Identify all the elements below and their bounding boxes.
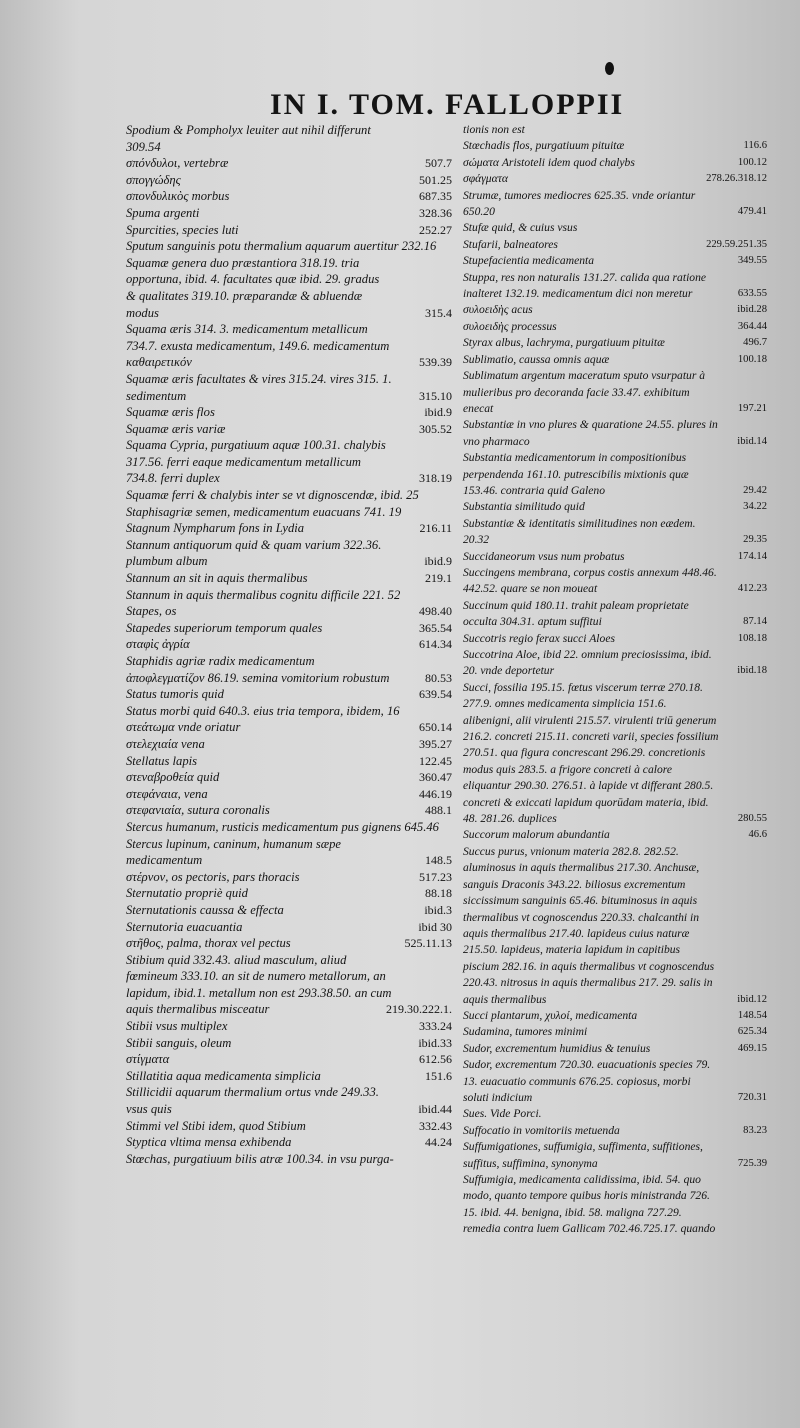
index-entry xyxy=(463,647,767,680)
entry-text: Succidaneorum vsus num probatus xyxy=(463,549,625,563)
entry-reference: 614.34 xyxy=(419,637,452,652)
entry-reference: ibid.44 xyxy=(418,1102,452,1117)
entry-reference: 80.53 xyxy=(425,670,452,685)
entry-reference: 315.4 xyxy=(425,305,452,320)
entry-text: Spuma argenti xyxy=(126,205,200,220)
index-entry xyxy=(463,516,767,549)
entry-text: Stimmi vel Stibi idem, quod Stibium xyxy=(126,1118,306,1133)
entry-text: Stibium quid 332.43. aliud masculum, aliud fœmineum 333.10. an sit de numero metallorum, an lapidum, ibid.1. metallum non est 293.38.50. an cum aquis thermalibus misceatur xyxy=(126,952,392,1017)
entry-text: Squamæ æris variæ xyxy=(126,421,226,436)
index-entry xyxy=(463,155,767,171)
entry-reference: 148.5 xyxy=(425,853,452,868)
entry-reference: 305.52 xyxy=(419,421,452,436)
entry-text: Sudamina, tumores minimi xyxy=(463,1025,588,1039)
entry-reference: 87.14 xyxy=(743,616,767,628)
entry-reference: 687.35 xyxy=(419,189,452,204)
entry-reference: 333.24 xyxy=(419,1019,452,1034)
entry-text: Stœchadis flos, purgatiuum pituitæ xyxy=(463,139,625,153)
index-entry xyxy=(463,450,767,499)
index-entry xyxy=(463,1139,767,1172)
index-entry xyxy=(126,620,452,637)
entry-reference: ibid 30 xyxy=(418,919,452,934)
index-entry xyxy=(463,827,767,843)
entry-text: Spodium & Pompholyx leuiter aut nihil differunt xyxy=(126,123,371,137)
index-column-right xyxy=(463,122,767,1238)
entry-text: Succus purus, vnionum materia 282.8. 282.52. aluminosus in aquis thermalibus 217.30. Anchusæ, sanguis Draconis 343.22. biliosus excrementum siccissimum sanguinis 65.46. bituminosus in aquis thermalibus vt cognoscendus 220.33. chalcanthi in aquis thermalibus 217.40. lapideus cuius naturæ 215.50. lapideus, materia lapidum in capitibus piscium 282.16. in aquis thermalibus vt cognoscendus 220.43. nitrosus in aquis thermalibus 217. 29. salis in aquis thermalibus xyxy=(463,844,715,1006)
entry-reference: 83.23 xyxy=(743,1124,767,1136)
entry-reference: 720.31 xyxy=(737,1091,767,1103)
entry-text: Stapes, os xyxy=(126,604,177,619)
entry-text: Sputum sanguinis potu thermalium aquarum auertitur 232.16 xyxy=(126,239,437,254)
index-entry xyxy=(463,1172,767,1238)
entry-text: Succorum malorum abundantia xyxy=(463,828,610,842)
index-entry xyxy=(126,653,452,686)
entry-reference: ibid.28 xyxy=(737,304,767,316)
entry-text: σώματα Aristoteli idem quod chalybs xyxy=(463,155,635,169)
entry-text: Stufæ quid, & cuius vsus xyxy=(463,221,578,235)
entry-reference: ibid.33 xyxy=(418,1035,452,1050)
entry-text: Stibii vsus multiplex xyxy=(126,1019,228,1034)
entry-text: στεφάναια, vena xyxy=(126,786,208,801)
entry-text: Substantiæ in vno plures & quaratione 24.55. plures in vno pharmaco xyxy=(463,418,718,448)
entry-reference: 278.26.318.12 xyxy=(706,173,767,185)
index-entry xyxy=(126,371,452,404)
entry-text: Styrax albus, lachryma, purgatiuum pituitæ xyxy=(463,336,665,350)
entry-reference: 395.27 xyxy=(419,736,452,751)
entry-reference: 349.55 xyxy=(737,255,767,267)
entry-text: Squamæ genera duo præstantiora 318.19. tria opportuna, ibid. 4. facultates quæ ibid. 29. gradus & qualitates 319.10. præparandæ & abluendæ modus xyxy=(126,255,380,320)
index-column-left xyxy=(126,122,452,1167)
entry-text: Stellatus lapis xyxy=(126,753,198,768)
entry-text: Stibii sanguis, oleum xyxy=(126,1035,232,1050)
index-entry xyxy=(126,769,452,786)
entry-reference: 612.56 xyxy=(419,1052,452,1067)
index-entry xyxy=(463,302,767,318)
entry-text: σπόνδυλοι, vertebræ xyxy=(126,156,229,171)
entry-text: 309.54 xyxy=(126,139,161,154)
index-entry xyxy=(463,417,767,450)
index-entry xyxy=(463,352,767,368)
index-entry xyxy=(463,499,767,515)
entry-reference: 29.42 xyxy=(743,484,767,496)
entry-text: Spurcities, species luti xyxy=(126,222,239,237)
index-entry xyxy=(463,122,767,138)
entry-reference: 100.18 xyxy=(737,353,767,365)
entry-reference: ibid.18 xyxy=(737,665,767,677)
entry-reference: 318.19 xyxy=(419,471,452,486)
entry-text: στέρνον, os pectoris, pars thoracis xyxy=(126,869,300,884)
index-entry xyxy=(126,172,452,189)
entry-text: συλοειδὴς acus xyxy=(463,303,533,317)
entry-text: Succinum quid 180.11. trahit paleam proprietate occulta 304.31. aptum suffitui xyxy=(463,598,689,629)
entry-reference: 496.7 xyxy=(743,337,767,349)
index-entry xyxy=(463,335,767,351)
entry-text: Succotrina Aloe, ibid 22. omnium preciosissima, ibid. 20. vnde deportetur xyxy=(463,648,712,678)
index-entry xyxy=(126,1151,452,1168)
entry-reference: ibid.14 xyxy=(737,435,767,447)
index-entry xyxy=(126,686,452,703)
entry-text: Status tumoris quid xyxy=(126,687,224,702)
ink-dot xyxy=(605,62,614,75)
index-entry xyxy=(126,139,452,156)
index-entry xyxy=(463,1057,767,1106)
index-entry xyxy=(126,935,452,952)
entry-text: Stufarii, balneatores xyxy=(463,237,558,251)
index-entry xyxy=(126,222,452,239)
entry-text: Sublimatum argentum maceratum sputo vsurpatur à mulieribus pro decoranda facie 33.47. exhibitum enecat xyxy=(463,369,706,415)
entry-reference: 88.18 xyxy=(425,886,452,901)
index-entry xyxy=(126,869,452,886)
index-entry xyxy=(126,188,452,205)
index-entry xyxy=(463,1024,767,1040)
index-entry xyxy=(126,919,452,936)
index-entry xyxy=(126,487,452,504)
index-entry xyxy=(126,1068,452,1085)
entry-reference: 315.10 xyxy=(419,388,452,403)
entry-reference: 507.7 xyxy=(425,156,452,171)
entry-text: Squamæ æris facultates & vires 315.24. vires 315. 1. sedimentum xyxy=(126,371,392,403)
index-entry xyxy=(126,1035,452,1052)
index-entry xyxy=(126,836,452,869)
entry-reference: 488.1 xyxy=(425,803,452,818)
entry-reference: 216.11 xyxy=(419,521,452,536)
entry-text: Suffocatio in vomitoriis metuenda xyxy=(463,1123,620,1137)
entry-reference: 650.14 xyxy=(419,720,452,735)
index-entry xyxy=(126,636,452,653)
entry-reference: 446.19 xyxy=(419,786,452,801)
entry-reference: 412.23 xyxy=(737,583,767,595)
index-entry xyxy=(126,1134,452,1151)
entry-text: σφάγματα xyxy=(463,172,508,186)
entry-text: στεάτωμα vnde oriatur xyxy=(126,720,241,735)
entry-text: Succi plantarum, χυλοί, medicamenta xyxy=(463,1008,638,1022)
entry-reference: 280.55 xyxy=(737,813,767,825)
entry-reference: 197.21 xyxy=(737,402,767,414)
entry-text: Stannum an sit in aquis thermalibus xyxy=(126,571,308,586)
entry-text: Sublimatio, caussa omnis aquæ xyxy=(463,352,610,366)
entry-reference: 639.54 xyxy=(419,687,452,702)
entry-text: Stuppa, res non naturalis 131.27. calida qua ratione inalteret 132.19. medicamentum dici non meretur xyxy=(463,270,707,301)
index-entry xyxy=(126,1051,452,1068)
index-entry xyxy=(463,1106,767,1122)
entry-reference: 332.43 xyxy=(419,1118,452,1133)
index-entry xyxy=(463,319,767,335)
entry-reference: 219.30.222.1. xyxy=(386,1002,452,1017)
entry-text: Stercus lupinum, caninum, humanum sæpe medicamentum xyxy=(126,836,342,868)
entry-reference: 151.6 xyxy=(425,1068,452,1083)
index-entry xyxy=(126,238,452,255)
entry-reference: 252.27 xyxy=(419,222,452,237)
index-entry xyxy=(463,1123,767,1139)
index-entry xyxy=(126,587,452,604)
index-entry xyxy=(126,1084,452,1117)
index-entry xyxy=(463,220,767,236)
index-entry xyxy=(126,421,452,438)
index-entry xyxy=(463,565,767,598)
index-entry xyxy=(463,549,767,565)
index-entry xyxy=(463,1041,767,1057)
entry-text: Squama Cypria, purgatiuum aquæ 100.31. chalybis 317.56. ferri eaque medicamentum metallicum 734.8. ferri duplex xyxy=(126,438,386,486)
index-entry xyxy=(463,270,767,303)
entry-text: Status morbi quid 640.3. eius tria tempora, ibidem, 16 xyxy=(126,703,400,718)
entry-text: Sudor, excrementum 720.30. euacuationis species 79. 13. euacuatio communis 676.25. copiosus, morbi soluti indicium xyxy=(463,1058,711,1104)
entry-text: συλοειδὴς processus xyxy=(463,319,557,333)
entry-text: Succi, fossilia 195.15. fœtus viscerum terræ 270.18. 277.9. omnes medicamenta simplicia 151.6. alibenigni, alii virulenti 215.57. virulenti triū generum 216.2. concreti 215.11. concreti varii, species fossilium 270.51. qua figura concrescant 296.29. concretionis modus quis 283.5. a frigore concreti à calore eliquantur 290.30. 276.51. à lapide vt differant 280.5. concreti & exiccati lapidum quorūdam materia, ibid. 48. 281.26. duplices xyxy=(463,680,719,826)
entry-text: Suffumigia, medicamenta calidissima, ibid. 54. quo modo, quanto tempore quibus horis ministranda 726. 15. ibid. 44. benigna, ibid. 58. maligna 727.29. remedia contra luem Gallicam 702.46.725.17. quando xyxy=(463,1173,716,1236)
entry-reference: ibid.12 xyxy=(737,993,767,1005)
entry-text: Stillatitia aqua medicamenta simplicia xyxy=(126,1068,321,1083)
index-entry xyxy=(126,1118,452,1135)
entry-reference: 725.39 xyxy=(737,1157,767,1169)
entry-text: Substantia medicamentorum in compositionibus perpendenda 161.10. putrescibilis mixtionis quæ 153.46. contraria quid Galeno xyxy=(463,451,689,497)
entry-text: σπογγώδης xyxy=(126,172,181,187)
entry-reference: 365.54 xyxy=(419,620,452,635)
entry-reference: 479.41 xyxy=(737,206,767,218)
index-entry xyxy=(126,952,452,1018)
entry-text: Sternutationis caussa & effecta xyxy=(126,902,284,917)
index-entry xyxy=(126,537,452,570)
index-entry xyxy=(126,753,452,770)
index-entry xyxy=(126,205,452,222)
index-entry xyxy=(463,188,767,221)
index-entry xyxy=(126,122,452,139)
entry-text: Sternutatio propriè quid xyxy=(126,886,248,901)
index-entry xyxy=(463,1008,767,1024)
entry-text: Stœchas, purgatiuum bilis atræ 100.34. in vsu purga- xyxy=(126,1151,394,1166)
index-entry xyxy=(126,1018,452,1035)
entry-text: Stercus humanum, rusticis medicamentum pus gignens 645.46 xyxy=(126,819,439,834)
index-entry xyxy=(126,902,452,919)
entry-reference: 229.59.251.35 xyxy=(706,238,767,250)
index-entry xyxy=(463,680,767,828)
entry-reference: 633.55 xyxy=(737,288,767,300)
running-header: IN I. TOM. FALLOPPII xyxy=(270,88,625,121)
entry-reference: 525.11.13 xyxy=(404,936,452,951)
entry-reference: 219.1 xyxy=(425,571,452,586)
index-entry xyxy=(126,719,452,736)
entry-text: στελεχιαία vena xyxy=(126,736,205,751)
entry-reference: 116.6 xyxy=(743,140,767,152)
index-entry xyxy=(126,437,452,487)
entry-reference: 517.23 xyxy=(419,869,452,884)
entry-text: Succingens membrana, corpus costis annexum 448.46. 442.52. quare se non moueat xyxy=(463,565,717,596)
index-entry xyxy=(463,138,767,154)
entry-text: Squamæ ferri & chalybis inter se vt dignoscendæ, ibid. 25 xyxy=(126,488,419,503)
entry-reference: ibid.9 xyxy=(424,554,452,569)
entry-reference: 122.45 xyxy=(419,753,452,768)
index-entry xyxy=(126,321,452,371)
entry-text: Stapedes superiorum temporum quales xyxy=(126,620,323,635)
entry-text: Stillicidii aquarum thermalium ortus vnde 249.33. vsus quis xyxy=(126,1085,379,1117)
index-entry xyxy=(463,171,767,187)
entry-text: Squamæ æris flos xyxy=(126,405,215,420)
entry-reference: 328.36 xyxy=(419,205,452,220)
entry-text: στεναβροθεία quid xyxy=(126,770,220,785)
index-entry xyxy=(463,237,767,253)
index-entry xyxy=(126,819,452,836)
index-entry xyxy=(126,786,452,803)
entry-reference: 29.35 xyxy=(743,534,767,546)
index-entry xyxy=(126,504,452,521)
entry-text: Substantia similitudo quid xyxy=(463,500,585,514)
entry-reference: 360.47 xyxy=(419,770,452,785)
index-entry xyxy=(463,253,767,269)
index-entry xyxy=(463,598,767,631)
entry-text: σταφὶς ἀγρία xyxy=(126,637,190,652)
index-entry xyxy=(126,155,452,172)
entry-text: Sternutoria euacuantia xyxy=(126,919,243,934)
index-entry xyxy=(126,404,452,421)
index-entry xyxy=(126,570,452,587)
entry-reference: 501.25 xyxy=(419,172,452,187)
entry-reference: 100.12 xyxy=(737,156,767,168)
index-entry xyxy=(126,802,452,819)
entry-text: Stupefacientia medicamenta xyxy=(463,254,595,268)
entry-reference: 625.34 xyxy=(737,1026,767,1038)
index-entry xyxy=(463,368,767,417)
entry-text: Staphisagriæ semen, medicamentum euacuans 741. 19 xyxy=(126,504,402,519)
index-entry xyxy=(126,885,452,902)
entry-text: στεφανιαία, sutura coronalis xyxy=(126,803,270,818)
entry-reference: 108.18 xyxy=(737,632,767,644)
index-entry xyxy=(126,255,452,321)
entry-text: Sues. Vide Porci. xyxy=(463,1107,542,1121)
entry-text: Strumæ, tumores mediocres 625.35. vnde oriantur 650.20 xyxy=(463,188,696,219)
index-entry xyxy=(126,703,452,720)
entry-text: σπονδυλικὸς morbus xyxy=(126,189,230,204)
entry-text: Squama æris 314. 3. medicamentum metallicum 734.7. exusta medicamentum, 149.6. medicamentum καθαιρετικόν xyxy=(126,322,390,370)
entry-text: Stannum in aquis thermalibus cognitu difficile 221. 52 xyxy=(126,587,401,602)
entry-text: στῆθος, palma, thorax vel pectus xyxy=(126,936,291,951)
entry-reference: 539.39 xyxy=(419,355,452,370)
entry-text: Styptica vltima mensa exhibenda xyxy=(126,1135,292,1150)
entry-reference: 34.22 xyxy=(743,501,767,513)
entry-reference: ibid.9 xyxy=(424,405,452,420)
entry-text: Staphidis agriæ radix medicamentum ἀποφλεγματίζον 86.19. semina vomitorium robustum xyxy=(126,654,390,685)
entry-text: Stagnum Nympharum fons in Lydia xyxy=(126,521,305,536)
entry-text: Succotris regio ferax succi Aloes xyxy=(463,631,615,645)
entry-text: Suffumigationes, suffumigia, suffimenta, suffitiones, suffitus, suffimina, synonyma xyxy=(463,1140,703,1170)
entry-reference: 174.14 xyxy=(737,550,767,562)
index-entry xyxy=(126,736,452,753)
index-entry xyxy=(463,844,767,1008)
entry-reference: 364.44 xyxy=(737,320,767,332)
entry-reference: 44.24 xyxy=(425,1135,452,1150)
index-entry xyxy=(126,603,452,620)
entry-text: στίγματα xyxy=(126,1052,170,1067)
entry-text: tionis non est xyxy=(463,123,525,136)
entry-text: Substantiæ & identitatis similitudines non eædem. 20.32 xyxy=(463,516,696,547)
entry-reference: 46.6 xyxy=(748,829,767,841)
entry-reference: 469.15 xyxy=(737,1042,767,1054)
entry-reference: 148.54 xyxy=(737,1009,767,1021)
entry-text: Sudor, excrementum humidius & tenuius xyxy=(463,1041,651,1055)
entry-reference: 498.40 xyxy=(419,604,452,619)
entry-reference: ibid.3 xyxy=(424,902,452,917)
index-entry xyxy=(126,520,452,537)
entry-text: Stannum antiquorum quid & quam varium 322.36. plumbum album xyxy=(126,537,382,569)
index-entry xyxy=(463,631,767,647)
